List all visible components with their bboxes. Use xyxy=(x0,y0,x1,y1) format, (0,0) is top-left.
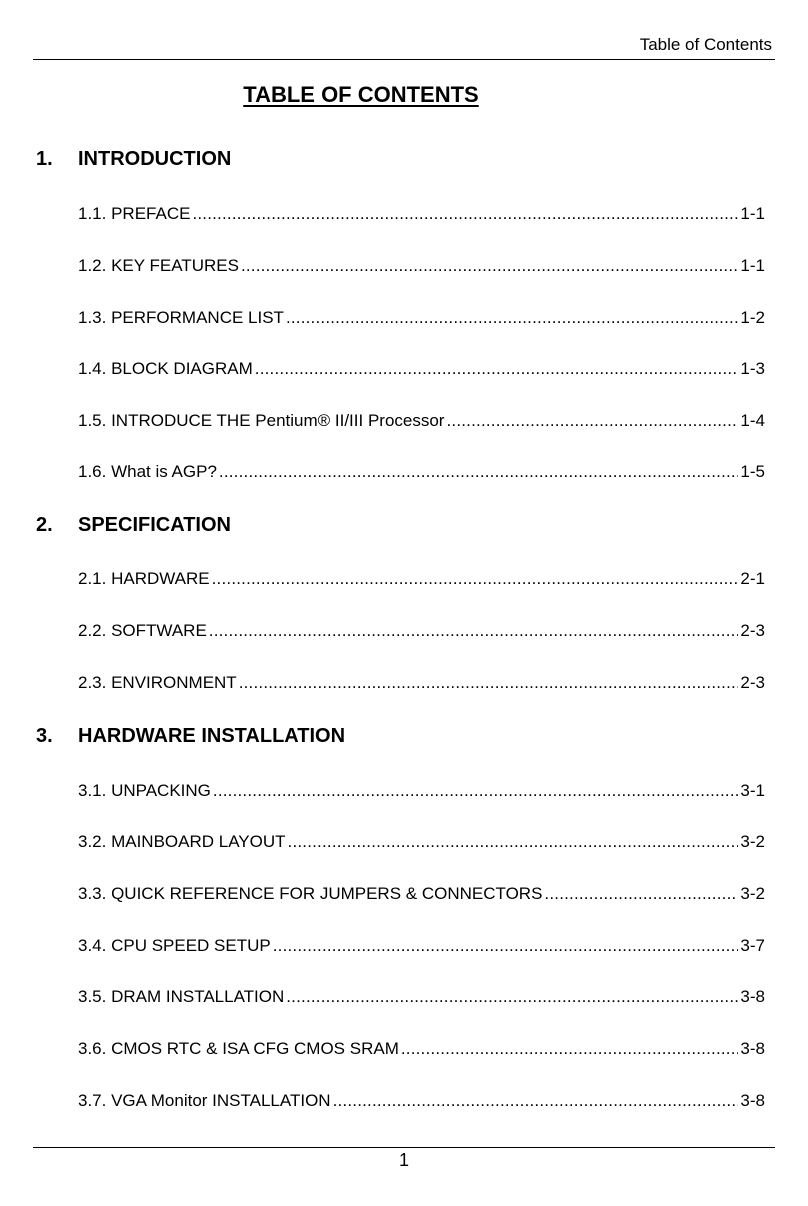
toc-entry-label: 1.1. PREFACE xyxy=(78,204,191,223)
section-heading-1 xyxy=(36,148,231,171)
page-title: TABLE OF CONTENTS xyxy=(243,82,479,107)
toc-entry[interactable] xyxy=(78,1091,765,1111)
toc-entry-page: 2-1 xyxy=(740,569,765,588)
section-heading-3 xyxy=(36,725,345,748)
toc-entry[interactable] xyxy=(78,987,765,1007)
toc-entry-page: 1-1 xyxy=(740,204,765,223)
toc-entry-label: 2.2. SOFTWARE xyxy=(78,621,207,640)
dot-leader xyxy=(446,411,738,431)
toc-entry[interactable] xyxy=(78,569,765,589)
dot-leader xyxy=(286,987,738,1007)
toc-entry[interactable] xyxy=(78,359,765,379)
toc-entry-label: 1.4. BLOCK DIAGRAM xyxy=(78,359,253,378)
toc-entry-label: 1.3. PERFORMANCE LIST xyxy=(78,308,284,327)
toc-entry-page: 1-3 xyxy=(740,359,765,378)
toc-entry-page: 2-3 xyxy=(740,621,765,640)
dot-leader xyxy=(212,569,739,589)
toc-entry-page: 3-7 xyxy=(740,936,765,955)
dot-leader xyxy=(219,462,739,482)
toc-entry[interactable] xyxy=(78,308,765,328)
dot-leader xyxy=(286,308,738,328)
dot-leader xyxy=(209,621,739,641)
toc-entry-page: 3-8 xyxy=(740,987,765,1006)
dot-leader xyxy=(273,936,739,956)
toc-entry[interactable] xyxy=(78,462,765,482)
page-number: 1 xyxy=(398,1150,409,1170)
toc-entry-label: 3.6. CMOS RTC & ISA CFG CMOS SRAM xyxy=(78,1039,399,1058)
dot-leader xyxy=(401,1039,739,1059)
dot-leader xyxy=(192,204,738,224)
toc-entry-page: 1-5 xyxy=(740,462,765,481)
toc-entry[interactable] xyxy=(78,673,765,693)
toc-entry-page: 3-8 xyxy=(740,1039,765,1058)
toc-entry-page: 3-8 xyxy=(740,1091,765,1110)
dot-leader xyxy=(255,359,739,379)
dot-leader xyxy=(213,781,739,801)
section-number: 1. xyxy=(36,148,53,170)
toc-entry[interactable] xyxy=(78,832,765,852)
toc-entry-label: 1.6. What is AGP? xyxy=(78,462,217,481)
toc-entry-label: 3.1. UNPACKING xyxy=(78,781,211,800)
toc-entry-page: 3-2 xyxy=(740,832,765,851)
toc-entry[interactable] xyxy=(78,936,765,956)
toc-entry-label: 1.5. INTRODUCE THE Pentium® II/III Processor xyxy=(78,411,445,430)
toc-entry[interactable] xyxy=(78,884,765,904)
running-header: Table of Contents xyxy=(639,35,772,54)
toc-entry[interactable] xyxy=(78,204,765,224)
section-title: INTRODUCTION xyxy=(78,148,232,170)
section-heading-2 xyxy=(36,514,231,537)
toc-entry-page: 1-2 xyxy=(740,308,765,327)
toc-entry-page: 3-2 xyxy=(740,884,765,903)
toc-entry-label: 3.4. CPU SPEED SETUP xyxy=(78,936,271,955)
section-title: HARDWARE INSTALLATION xyxy=(78,725,346,747)
toc-entry-page: 2-3 xyxy=(740,673,765,692)
section-number: 2. xyxy=(36,514,53,536)
toc-entry-label: 3.5. DRAM INSTALLATION xyxy=(78,987,285,1006)
dot-leader xyxy=(288,832,739,852)
dot-leader xyxy=(333,1091,739,1111)
footer-rule xyxy=(33,1147,775,1148)
toc-entry[interactable] xyxy=(78,781,765,801)
toc-entry[interactable] xyxy=(78,1039,765,1059)
toc-entry-label: 1.2. KEY FEATURES xyxy=(78,256,239,275)
toc-entry-label: 3.2. MAINBOARD LAYOUT xyxy=(78,832,286,851)
toc-entry[interactable] xyxy=(78,411,765,431)
toc-entry-page: 1-4 xyxy=(740,411,765,430)
toc-entry[interactable] xyxy=(78,621,765,641)
toc-entry-label: 3.3. QUICK REFERENCE FOR JUMPERS & CONNECTORS xyxy=(78,884,543,903)
dot-leader xyxy=(241,256,738,276)
dot-leader xyxy=(544,884,738,904)
toc-entry-page: 3-1 xyxy=(740,781,765,800)
header-rule xyxy=(33,59,775,60)
toc-entry-label: 2.3. ENVIRONMENT xyxy=(78,673,237,692)
toc-entry[interactable] xyxy=(78,256,765,276)
section-number: 3. xyxy=(36,725,53,747)
toc-entry-page: 1-1 xyxy=(740,256,765,275)
dot-leader xyxy=(239,673,739,693)
section-title: SPECIFICATION xyxy=(78,514,231,536)
toc-entry-label: 2.1. HARDWARE xyxy=(78,569,210,588)
toc-entry-label: 3.7. VGA Monitor INSTALLATION xyxy=(78,1091,331,1110)
